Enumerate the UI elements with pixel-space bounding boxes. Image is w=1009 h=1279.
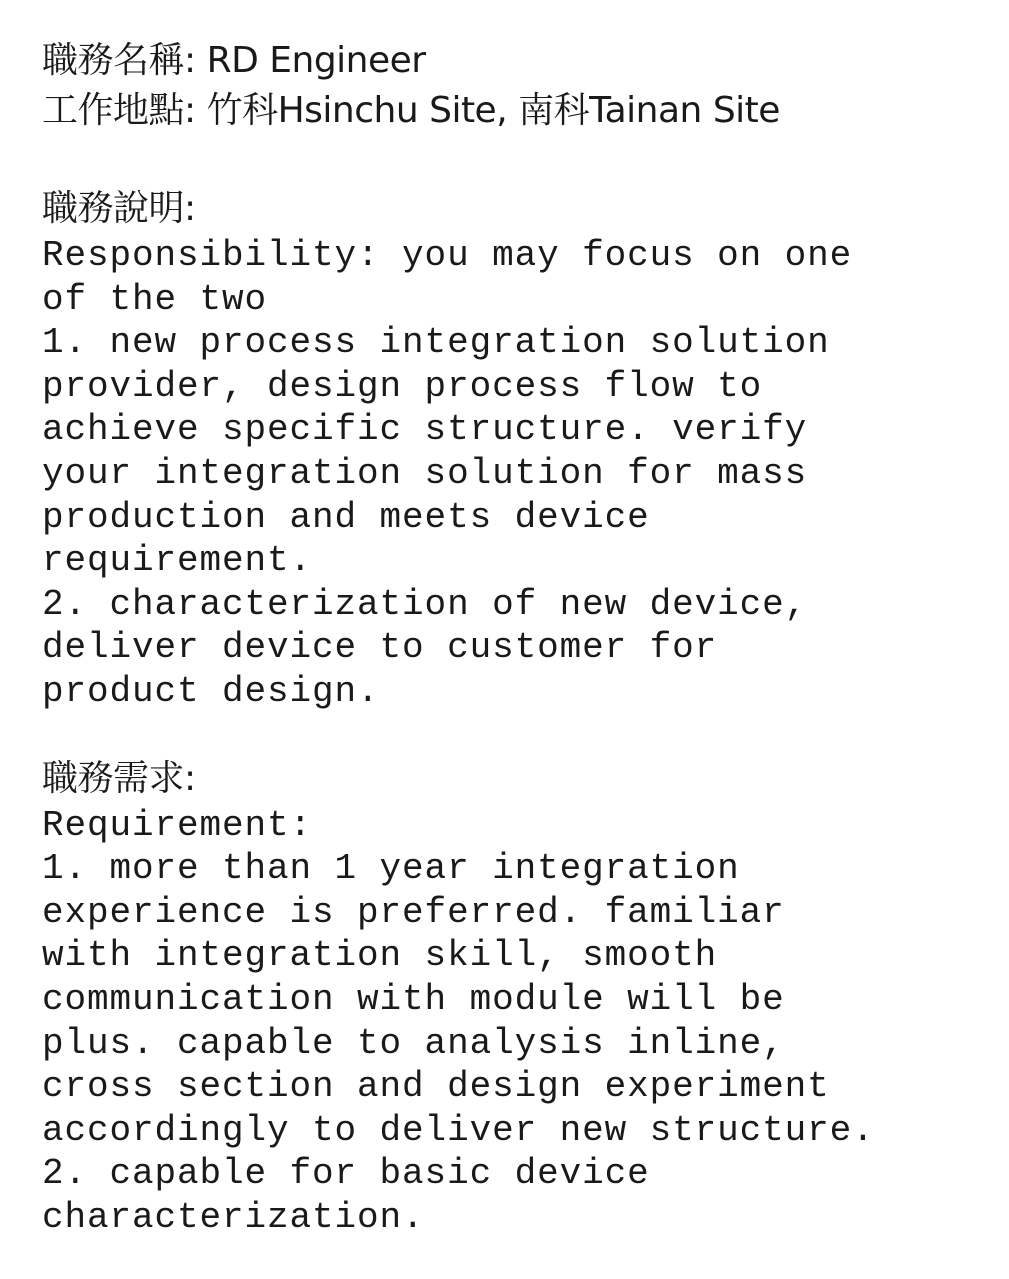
description-body (42, 234, 982, 714)
description-line: 2. characterization of new device, (42, 583, 808, 625)
description-line: deliver device to customer for (42, 627, 718, 669)
requirement-line: cross section and design experiment (42, 1066, 830, 1108)
description-line: Responsibility: you may focus on one (42, 235, 853, 276)
job-posting (42, 36, 982, 1239)
requirement-line: characterization. (42, 1196, 425, 1238)
job-title-line: 職務名稱: RD Engineer (42, 40, 426, 81)
requirement-line: accordingly to deliver new structure. (42, 1109, 875, 1151)
requirement-line: with integration skill, smooth (42, 935, 718, 977)
requirement-line: plus. capable to analysis inline, (42, 1022, 785, 1064)
description-line: your integration solution for mass (42, 452, 808, 494)
requirement-line: experience is preferred. familiar (42, 891, 785, 933)
description-line: of the two (42, 278, 268, 320)
requirement-line: 2. capable for basic device (42, 1153, 650, 1195)
requirement-line: Requirement: (42, 804, 313, 846)
requirement-heading: 職務需求: (42, 757, 196, 799)
description-heading: 職務說明: (42, 188, 196, 229)
description-line: achieve specific structure. verify (42, 409, 808, 451)
description-line: production and meets device (42, 496, 650, 538)
description-line: provider, design process flow to (42, 365, 763, 407)
description-line: product design. (42, 670, 380, 712)
requirement-line: 1. more than 1 year integration (42, 848, 740, 890)
description-line: requirement. (42, 540, 313, 582)
work-location-line: 工作地點: 竹科Hsinchu Site, 南科Tainan Site (42, 90, 780, 131)
requirement-body (42, 804, 982, 1240)
requirement-line: communication with module will be (42, 978, 785, 1020)
description-line: 1. new process integration solution (42, 322, 830, 364)
